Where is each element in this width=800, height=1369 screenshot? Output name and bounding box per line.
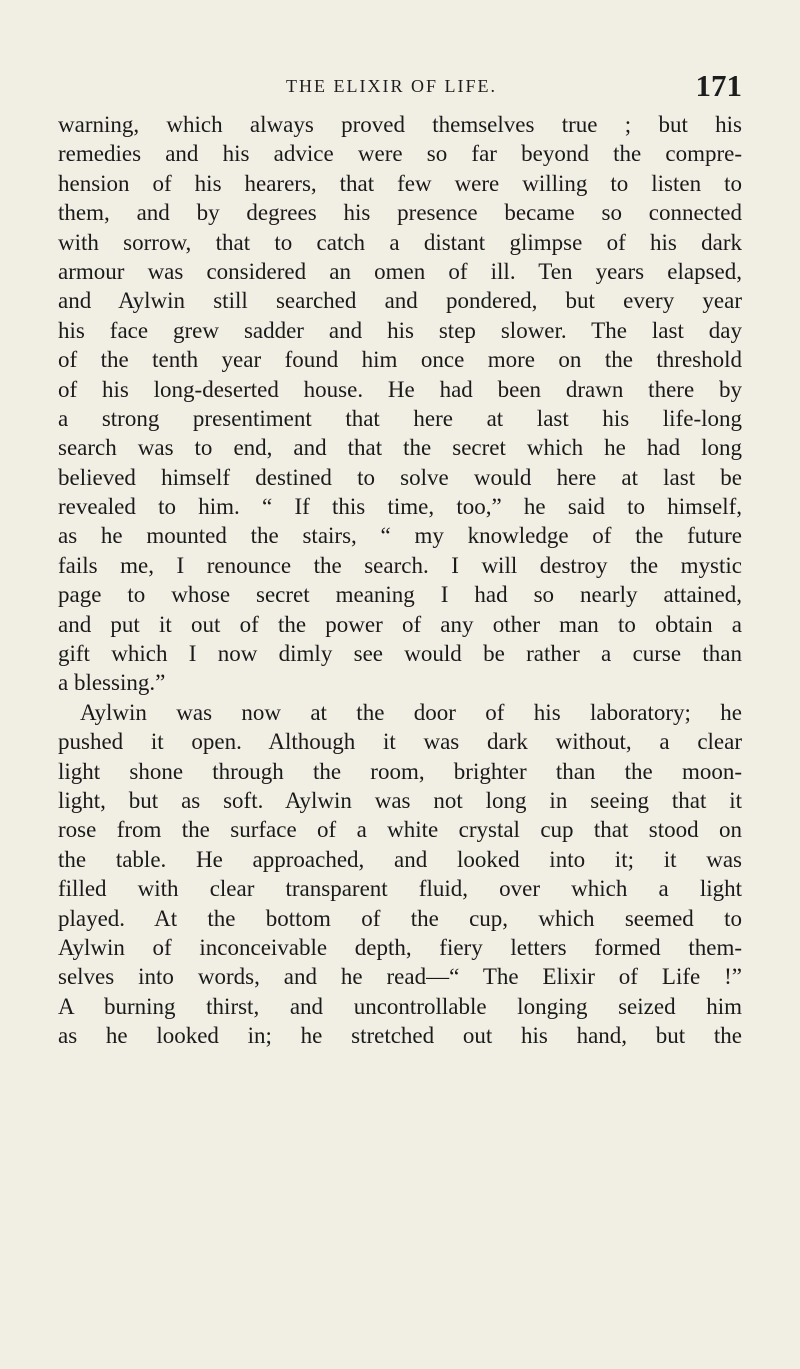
text-line: Aylwin of inconceivable depth, fiery letters formed them- xyxy=(58,934,742,960)
text-line: A burning thirst, and uncontrollable longing seized him xyxy=(58,993,742,1019)
text-line: rose from the surface of a white crystal cup that stood on xyxy=(58,817,742,843)
text-line: hension of his hearers, that few were willing to listen to xyxy=(58,170,742,196)
text-line: the table. He approached, and looked into it; it was xyxy=(58,846,742,872)
text-line: pushed it open. Although it was dark without, a clear xyxy=(58,729,742,755)
running-head xyxy=(58,64,742,108)
text-line: filled with clear transparent fluid, over which a light xyxy=(58,876,742,902)
text-line: and put it out of the power of any other man to obtain a xyxy=(58,611,742,637)
text-line: page to whose secret meaning I had so nearly attained, xyxy=(58,582,742,608)
text-line: played. At the bottom of the cup, which seemed to xyxy=(58,905,742,931)
text-line: revealed to him. “ If this time, too,” he said to himself, xyxy=(58,494,742,520)
text-line: warning, which always proved themselves true ; but his xyxy=(58,112,742,137)
text-line: selves into words, and he read—“ The Elixir of Life !” xyxy=(58,964,742,990)
text-line: armour was considered an omen of ill. Ten years elapsed, xyxy=(58,258,742,284)
page-number: 171 xyxy=(695,68,742,103)
text-line: of his long-deserted house. He had been drawn there by xyxy=(58,376,742,402)
text-line: remedies and his advice were so far beyond the compre- xyxy=(58,141,742,167)
text-line: them, and by degrees his presence became so connected xyxy=(58,200,742,226)
running-title: THE ELIXIR OF LIFE. xyxy=(286,76,497,96)
text-line: gift which I now dimly see would be rather a curse than xyxy=(58,641,742,667)
text-line: a strong presentiment that here at last his life-long xyxy=(58,405,742,431)
text-line: light, but as soft. Aylwin was not long in seeing that it xyxy=(58,787,742,813)
text-line: light shone through the room, brighter than the moon- xyxy=(58,758,742,784)
text-line: and Aylwin still searched and pondered, but every year xyxy=(58,288,742,314)
text-line: fails me, I renounce the search. I will destroy the mystic xyxy=(58,552,742,578)
paragraph-end-line: a blessing.” xyxy=(58,670,166,696)
text-line: his face grew sadder and his step slower. The last day xyxy=(58,317,742,343)
text-line: as he looked in; he stretched out his hand, but the xyxy=(58,1023,742,1049)
text-line: with sorrow, that to catch a distant glimpse of his dark xyxy=(58,229,742,255)
body-text xyxy=(58,110,742,1051)
text-line: search was to end, and that the secret which he had long xyxy=(58,435,742,461)
text-line: believed himself destined to solve would here at last be xyxy=(58,464,742,490)
text-line: of the tenth year found him once more on the threshold xyxy=(58,347,742,373)
paragraph-first-line: Aylwin was now at the door of his laboratory; he xyxy=(80,699,742,725)
text-line: as he mounted the stairs, “ my knowledge of the future xyxy=(58,523,742,549)
